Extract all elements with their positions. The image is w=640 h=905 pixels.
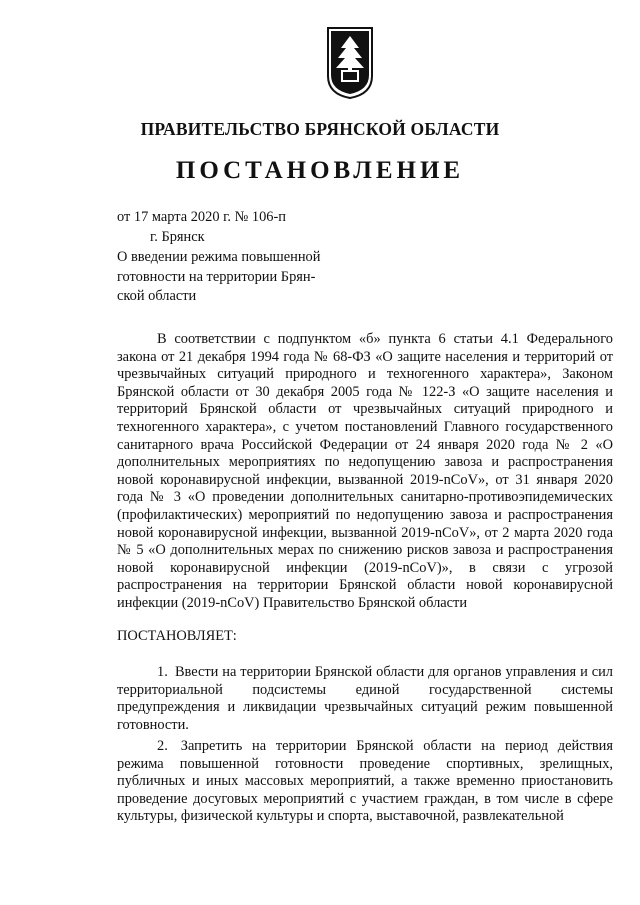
- resolve-heading: ПОСТАНОВЛЯЕТ:: [117, 628, 237, 644]
- preamble-paragraph: [117, 331, 613, 613]
- document-subject-line-1: О введении режима повышенной: [117, 249, 321, 265]
- resolution-item-2: [117, 738, 613, 826]
- bryansk-coat-of-arms-emblem: [326, 26, 374, 100]
- document-city: г. Брянск: [150, 229, 205, 245]
- preamble-text: В соответствии с подпунктом «б» пункта 6 статьи 4.1 Федерального закона от 21 декабря 1994 года № 68-ФЗ «О защите населения и территорий от чрезвычайных ситуаций природного и техногенного характера», Законом Брянской области от 30 декабря 2005 года № 122-З «О защите населения и территорий Брянской области от чрезвычайных ситуаций природного и техногенного характера», с учетом постановлений Главного государственного санитарного врача Российской Федерации от 24 января 2020 года № 2 «О дополнительных мероприятиях по недопущению завоза и распространения новой коронавирусной инфекции, вызванной 2019-nCoV», от 31 января 2020 года № 3 «О проведении дополнительных санитарно-противоэпидемических (профилактических) мероприятий по недопущению завоза и распространения новой коронавирусной инфекции, вызванной 2019-nCoV», от 2 марта 2020 года № 5 «О дополнительных мерах по снижению рисков завоза и распространения новой коронавирусной инфекции (2019-nCoV)», в связи с угрозой распространения на территории Брянской области новой коронавирусной инфекции (2019-nCoV) Правительство Брянской области: [117, 331, 613, 611]
- document-subject-line-2: готовности на территории Брян-: [117, 269, 316, 285]
- document-subject-line-3: ской области: [117, 288, 197, 304]
- document-date-number: от 17 марта 2020 г. № 106-п: [117, 209, 286, 225]
- resolution-item-1: [117, 664, 613, 734]
- item-text: Ввести на территории Брянской области для органов управления и сил территориальной подсистемы единой государственной системы предупреждения и ликвидации чрезвычайных ситуаций режим повышенной готовности.: [117, 664, 613, 733]
- government-title: ПРАВИТЕЛЬСТВО БРЯНСКОЙ ОБЛАСТИ: [140, 119, 500, 139]
- document-type-heading: ПОСТАНОВЛЕНИЕ: [175, 157, 465, 184]
- item-number: 1.: [157, 664, 168, 680]
- item-number: 2.: [157, 738, 168, 754]
- item-text: Запретить на территории Брянской области на период действия режима повышенной готовности проведение спортивных, зрелищных, публичных и иных массовых мероприятий, а также временно приостановить проведение досуговых мероприятий с участием граждан, в том числе в сфере культуры, физической культуры и спорта, выставочной, развлекательной: [117, 738, 613, 825]
